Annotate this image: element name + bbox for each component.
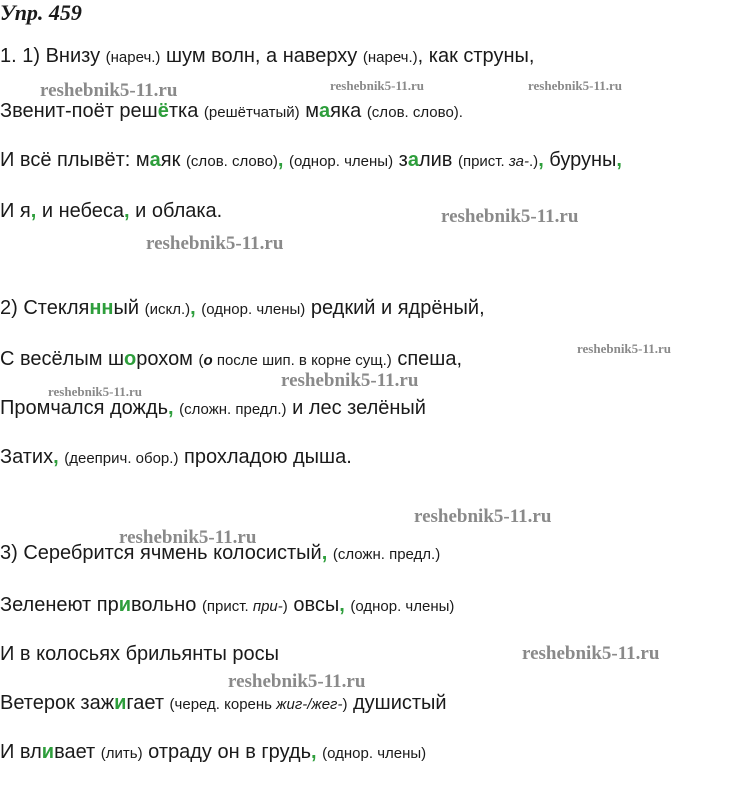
highlighted-letter: , xyxy=(311,741,317,763)
highlighted-letter: а xyxy=(407,149,419,171)
text-segment: при- xyxy=(252,598,283,615)
text-segment: (сложн. предл.) xyxy=(179,401,287,418)
text-segment: гает xyxy=(126,692,170,714)
text-segment: Звенит-поёт реш xyxy=(0,100,158,122)
text-segment: редкий и ядрёный, xyxy=(305,297,485,319)
text-line xyxy=(0,445,352,471)
text-segment: душистый xyxy=(347,692,447,714)
text-line xyxy=(0,593,454,619)
text-segment: лив xyxy=(418,149,458,171)
text-line xyxy=(0,199,222,223)
watermark: reshebnik5-11.ru xyxy=(146,233,284,254)
highlighted-letter: , xyxy=(190,297,196,319)
text-segment: ) xyxy=(282,598,288,615)
watermark: reshebnik5-11.ru xyxy=(414,506,552,527)
text-line xyxy=(0,99,463,125)
text-segment: яка xyxy=(330,100,367,122)
text-segment: за- xyxy=(508,153,530,170)
text-segment: (слов. слово) xyxy=(185,153,278,170)
text-segment: 1. 1) Внизу xyxy=(0,45,106,67)
text-segment: спеша, xyxy=(391,348,463,370)
text-segment: и облака. xyxy=(129,200,223,222)
watermark: reshebnik5-11.ru xyxy=(48,384,143,399)
text-segment: и лес зелёный xyxy=(286,397,426,419)
text-segment: после шип. в корне сущ.) xyxy=(212,352,392,369)
text-line xyxy=(0,148,622,174)
highlighted-letter: , xyxy=(321,542,328,564)
text-segment: (лить) xyxy=(100,745,143,762)
text-segment: (однор. члены) xyxy=(350,598,455,615)
highlighted-letter: , xyxy=(339,594,345,616)
text-line xyxy=(0,691,447,717)
text-segment: (однор. члены) xyxy=(322,745,427,762)
text-segment: ый xyxy=(113,297,145,319)
text-line xyxy=(0,44,534,70)
watermark: reshebnik5-11.ru xyxy=(119,527,257,548)
text-segment: овсы xyxy=(287,594,340,616)
highlighted-letter: , xyxy=(616,149,622,171)
text-segment: 2) Стекля xyxy=(0,297,90,319)
text-segment: (нареч.) xyxy=(105,49,161,66)
watermark: reshebnik5-11.ru xyxy=(528,78,623,93)
highlighted-letter: а xyxy=(149,149,161,171)
text-segment: (искл.) xyxy=(144,301,191,318)
text-segment: И я xyxy=(0,200,31,222)
text-segment: И вл xyxy=(0,741,42,763)
highlighted-letter: ё xyxy=(157,100,169,122)
text-segment: (прист. xyxy=(457,153,509,170)
watermark: reshebnik5-11.ru xyxy=(228,671,366,692)
text-segment: (слов. слово). xyxy=(366,104,463,121)
text-segment: м xyxy=(299,100,319,122)
text-segment: як xyxy=(160,149,186,171)
text-segment: (черед. корень xyxy=(169,696,277,713)
text-segment: 3) Серебрится ячмень колосистый xyxy=(0,542,322,564)
text-segment: прохладою дыша. xyxy=(178,446,352,468)
text-segment: (прист. xyxy=(201,598,253,615)
highlighted-letter: нн xyxy=(89,297,114,319)
text-segment: Промчался дождь xyxy=(0,397,169,419)
text-segment: И в колосьях брильянты росы xyxy=(0,643,280,665)
text-segment: .) xyxy=(529,153,539,170)
text-segment: вольно xyxy=(131,594,202,616)
text-segment: о xyxy=(203,352,213,369)
text-segment: вает xyxy=(54,741,101,763)
text-segment: Зеленеют пр xyxy=(0,594,119,616)
highlighted-letter: о xyxy=(124,348,137,370)
highlighted-letter: , xyxy=(53,446,59,468)
text-segment: тка xyxy=(168,100,204,122)
text-line xyxy=(0,296,485,322)
text-segment: рохом xyxy=(136,348,199,370)
exercise-title: Упр. 459 xyxy=(0,0,82,25)
text-segment: ) xyxy=(342,696,348,713)
highlighted-letter: и xyxy=(41,741,55,763)
text-segment: жиг-/жег- xyxy=(276,696,343,713)
text-segment: з xyxy=(393,149,408,171)
highlighted-letter: , xyxy=(538,149,544,171)
text-segment: (однор. члены) xyxy=(201,301,306,318)
text-segment: С весёлым ш xyxy=(0,348,125,370)
text-segment: (дееприч. обор.) xyxy=(64,450,179,467)
text-segment: (однор. члены) xyxy=(289,153,394,170)
text-segment: буруны xyxy=(543,149,617,171)
highlighted-letter: , xyxy=(30,200,37,222)
highlighted-letter: , xyxy=(124,200,130,222)
text-segment: отраду он в грудь xyxy=(142,741,311,763)
highlighted-letter: и xyxy=(118,594,132,616)
highlighted-letter: а xyxy=(318,100,331,122)
text-segment: (сложн. предл.) xyxy=(332,546,441,563)
watermark: reshebnik5-11.ru xyxy=(441,206,579,227)
highlighted-letter: и xyxy=(114,692,127,714)
text-segment: Затих xyxy=(0,446,54,468)
watermark: reshebnik5-11.ru xyxy=(577,341,672,356)
text-segment: И всё плывёт: м xyxy=(0,149,150,171)
watermark: reshebnik5-11.ru xyxy=(281,370,419,391)
text-segment: и небеса xyxy=(36,200,125,222)
text-segment: , как струны, xyxy=(417,45,535,67)
text-line xyxy=(0,642,279,666)
text-segment: шум волн, а наверху xyxy=(160,45,363,67)
text-segment: Ветерок заж xyxy=(0,692,115,714)
watermark: reshebnik5-11.ru xyxy=(330,78,425,93)
watermark: reshebnik5-11.ru xyxy=(40,80,178,101)
text-segment: (решётчатый) xyxy=(203,104,300,121)
text-line xyxy=(0,740,426,766)
text-segment: ( xyxy=(198,352,204,369)
highlighted-letter: , xyxy=(277,149,284,171)
highlighted-letter: , xyxy=(168,397,174,419)
watermark: reshebnik5-11.ru xyxy=(522,643,660,664)
text-segment: (нареч.) xyxy=(362,49,418,66)
